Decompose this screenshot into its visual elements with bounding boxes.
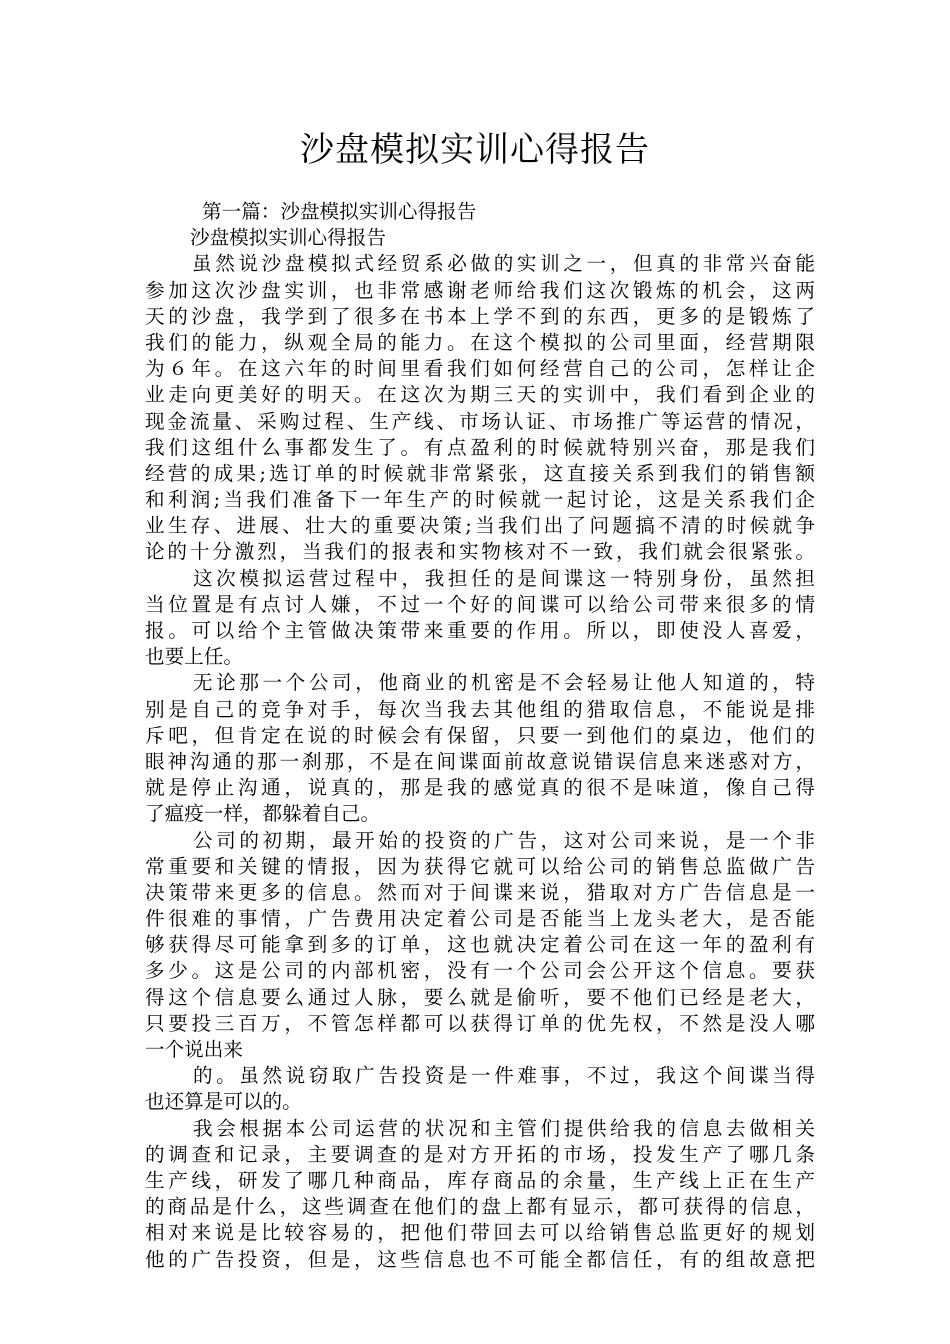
paragraph-line: 无论那一个公司，他商业的机密是不会轻易让他人知道的，特 xyxy=(193,671,815,695)
document-title: 沙盘模拟实训心得报告 xyxy=(300,130,650,170)
paragraph-line: 够获得尽可能拿到多的订单，这也就决定着公司在这一年的盈利有 xyxy=(145,933,815,957)
paragraph-line: 业生存、进展、壮大的重要决策;当我们出了问题搞不清的时候就争 xyxy=(145,514,815,538)
paragraph-line: 相对来说是比较容易的，把他们带回去可以给销售总监更好的规划 xyxy=(145,1221,815,1245)
paragraph-line: 件很难的事情，广告费用决定着公司是否能当上龙头老大，是否能 xyxy=(145,907,815,931)
paragraph-line: 多少。这是公司的内部机密，没有一个公司会公开这个信息。要获 xyxy=(145,959,815,983)
paragraph-line: 虽然说沙盘模拟式经贸系必做的实训之一，但真的非常兴奋能 xyxy=(192,252,815,276)
paragraph-line: 和利润;当我们准备下一年生产的时候就一起讨论，这是关系我们企 xyxy=(145,488,815,512)
paragraph-line: 经营的成果;选订单的时候就非常紧张，这直接关系到我们的销售额 xyxy=(145,461,815,485)
paragraph-line: 只要投三百万，不管怎样都可以获得订单的优先权，不然是没人哪 xyxy=(145,1011,815,1035)
paragraph-line: 一个说出来 xyxy=(145,1038,243,1061)
paragraph-line: 天的沙盘，我学到了很多在书本上学不到的东西，更多的是锻炼了 xyxy=(145,304,815,328)
document-body xyxy=(145,199,815,1273)
paragraph-line: 公司的初期，最开始的投资的广告，这对公司来说，是一个非 xyxy=(193,828,815,852)
paragraph-line: 常重要和关键的情报，因为获得它就可以给公司的销售总监做广告 xyxy=(145,854,815,878)
paragraph-line: 就是停止沟通，说真的，那是我的感觉真的很不是味道，像自己得 xyxy=(145,776,815,800)
paragraph-line: 也要上任。 xyxy=(145,645,243,669)
paragraph-line: 得这个信息要么通过人脉，要么就是偷听，要不他们已经是老大， xyxy=(145,985,815,1009)
paragraph-line: 的调查和记录，主要调查的是对方开拓的市场，投发生产了哪几条 xyxy=(145,1142,815,1166)
paragraph-line: 也还算是可以的。 xyxy=(145,1090,302,1114)
report-subtitle: 沙盘模拟实训心得报告 xyxy=(190,226,386,250)
paragraph-line: 生产线，研发了哪几种商品，库存商品的余量，生产线上正在生产 xyxy=(145,1168,815,1192)
paragraph-line: 我们这组什么事都发生了。有点盈利的时候就特别兴奋，那是我们 xyxy=(145,435,815,459)
paragraph-line: 业走向更美好的明天。在这次为期三天的实训中，我们看到企业的 xyxy=(145,383,815,407)
section-heading: 第一篇：沙盘模拟实训心得报告 xyxy=(202,200,477,223)
paragraph-line: 斥吧，但肯定在说的时候会有保留，只要一到他们的桌边，他们的 xyxy=(145,723,815,747)
paragraph-line: 他的广告投资，但是，这些信息也不可能全都信任，有的组故意把 xyxy=(145,1247,815,1271)
paragraph-line: 现金流量、采购过程、生产线、市场认证、市场推广等运营的情况， xyxy=(145,409,815,433)
paragraph-line: 的商品是什么，这些调查在他们的盘上都有显示，都可获得的信息， xyxy=(145,1195,815,1219)
paragraph-line: 当位置是有点讨人嫌，不过一个好的间谍可以给公司带来很多的情 xyxy=(145,592,815,616)
paragraph-line: 的。虽然说窃取广告投资是一件难事，不过，我这个间谍当得 xyxy=(193,1064,815,1088)
paragraph-line: 报。可以给个主管做决策带来重要的作用。所以，即使没人喜爱， xyxy=(145,619,815,642)
paragraph-line: 了瘟疫一样，都躲着自己。 xyxy=(145,802,381,826)
paragraph-line: 我会根据本公司运营的状况和主管们提供给我的信息去做相关 xyxy=(193,1116,815,1140)
paragraph-line: 参加这次沙盘实训，也非常感谢老师给我们这次锻炼的机会，这两 xyxy=(145,278,815,302)
paragraph-line: 论的十分激烈，当我们的报表和实物核对不一致，我们就会很紧张。 xyxy=(145,540,815,564)
paragraph-line: 这次模拟运营过程中，我担任的是间谍这一特别身份，虽然担 xyxy=(193,566,815,590)
paragraph-line: 我们的能力，纵观全局的能力。在这个模拟的公司里面，经营期限 xyxy=(145,330,815,354)
paragraph-line: 别是自己的竞争对手，每次当我去其他组的猎取信息，不能说是排 xyxy=(145,697,815,721)
paragraph-line: 决策带来更多的信息。然而对于间谍来说，猎取对方广告信息是一 xyxy=(145,880,815,904)
paragraph-line: 为６年。在这六年的时间里看我们如何经营自己的公司，怎样让企 xyxy=(145,357,815,381)
paragraph-line: 眼神沟通的那一刹那，不是在间谍面前故意说错误信息来迷惑对方， xyxy=(145,749,815,773)
